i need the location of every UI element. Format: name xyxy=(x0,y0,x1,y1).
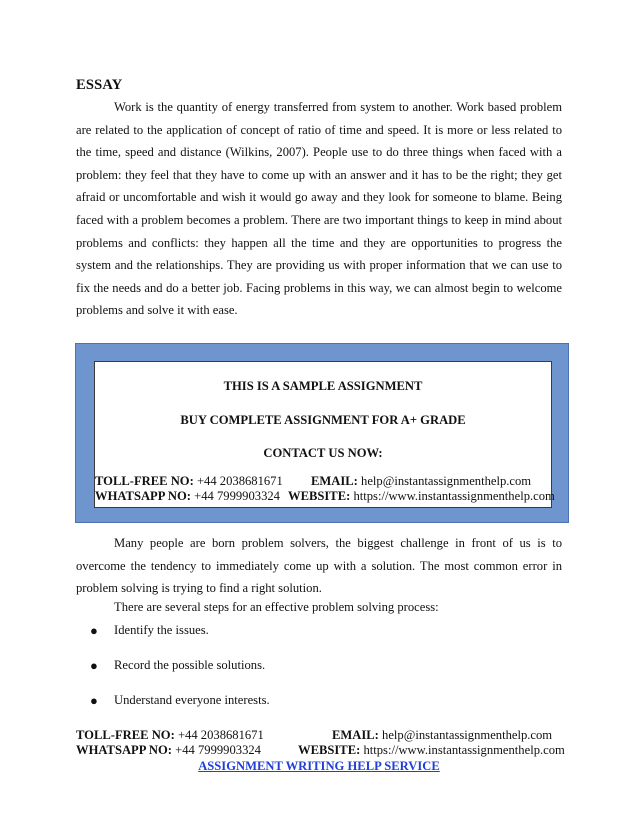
essay-paragraph-1: Work is the quantity of energy transferred from system to another. Work based problem are related to the application of concept of ratio of time and speed. It is more or less related to the time, speed and distance (Wilkins, 2007). People use to do three things when faced with a problem: they feel that they have to come up with an answer and it has to be the right; they get afraid or uncomfortable and wish it would go away and they look for someone to blame. Being faced with a problem becomes a problem. There are two important things to keep in mind about problems and conflicts: they happen all the time and they are opportunities to progress the system and the relationships. They are providing us with proper information that we can use to fix the needs and do a better job. Facing problems in this way, we can almost begin to welcome problems and solve it with ease. xyxy=(76,100,562,318)
list-item xyxy=(90,692,270,727)
banner-website xyxy=(288,489,555,504)
steps-list xyxy=(90,622,270,727)
banner-email-value[interactable]: help@instantassignmenthelp.com xyxy=(361,474,532,488)
banner-website-label: WEBSITE: xyxy=(288,489,351,503)
list-item xyxy=(90,622,270,657)
list-item-text: Record the possible solutions. xyxy=(114,658,266,672)
bullet-dot-icon: ● xyxy=(90,658,98,673)
banner-tollfree-label: TOLL-FREE NO: xyxy=(95,474,194,488)
banner-email xyxy=(311,474,531,489)
list-item-text: Identify the issues. xyxy=(114,623,209,637)
banner-tollfree-value: +44 2038681671 xyxy=(196,474,283,488)
footer-email-label: EMAIL: xyxy=(332,728,379,742)
banner-whatsapp xyxy=(95,489,280,504)
footer-tollfree-label: TOLL-FREE NO: xyxy=(76,728,175,742)
footer-tollfree xyxy=(76,728,264,743)
footer-whatsapp xyxy=(76,743,261,758)
list-item-text: Understand everyone interests. xyxy=(114,693,270,707)
footer-whatsapp-label: WHATSAPP NO: xyxy=(76,743,172,757)
banner-sample-title: THIS IS A SAMPLE ASSIGNMENT xyxy=(223,379,423,393)
footer-website-value[interactable]: https://www.instantassignmenthelp.com xyxy=(363,743,565,757)
banner-buy-line: BUY COMPLETE ASSIGNMENT FOR A+ GRADE xyxy=(180,413,466,427)
footer-email xyxy=(332,728,552,743)
bullet-dot-icon: ● xyxy=(90,623,98,638)
bullet-dot-icon: ● xyxy=(90,693,98,708)
list-item xyxy=(90,657,270,692)
essay-paragraph-3: There are several steps for an effective problem solving process: xyxy=(114,600,439,614)
footer-tollfree-value: +44 2038681671 xyxy=(177,728,264,742)
essay-paragraph-2: Many people are born problem solvers, the biggest challenge in front of us is to overcome the tendency to immediately come up with a solution. The most common error in problem solving is trying to find a right solution. xyxy=(76,536,562,596)
banner-whatsapp-label: WHATSAPP NO: xyxy=(95,489,191,503)
essay-heading: ESSAY xyxy=(76,77,123,93)
footer-website xyxy=(298,743,565,758)
assignment-help-link[interactable]: ASSIGNMENT WRITING HELP SERVICE xyxy=(198,759,440,773)
banner-email-label: EMAIL: xyxy=(311,474,358,488)
banner-whatsapp-value: +44 7999903324 xyxy=(194,489,280,503)
banner-website-value[interactable]: https://www.instantassignmenthelp.com xyxy=(353,489,555,503)
banner-tollfree xyxy=(95,474,283,489)
footer-whatsapp-value: +44 7999903324 xyxy=(175,743,261,757)
banner-contact-line: CONTACT US NOW: xyxy=(263,446,383,460)
footer-website-label: WEBSITE: xyxy=(298,743,361,757)
footer-email-value[interactable]: help@instantassignmenthelp.com xyxy=(382,728,553,742)
